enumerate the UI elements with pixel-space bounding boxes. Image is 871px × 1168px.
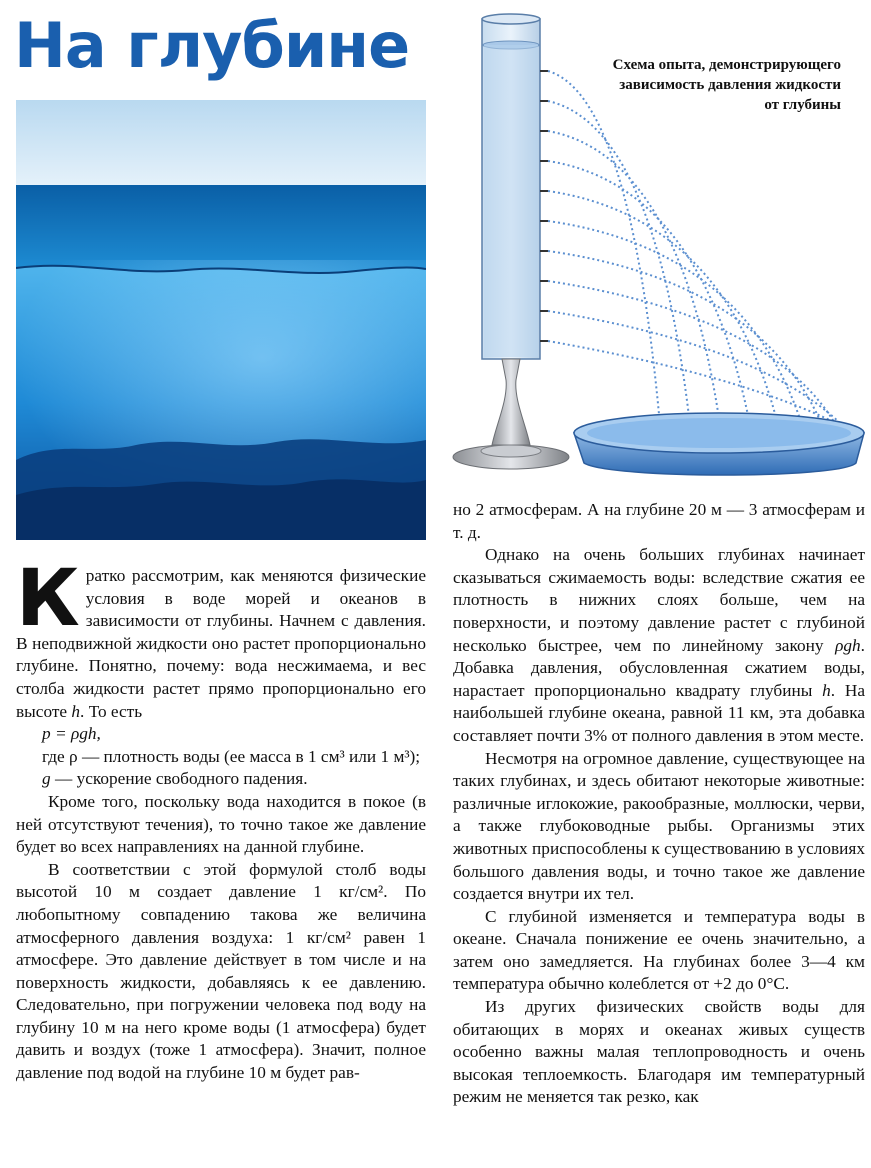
paragraph: где ρ — плотность воды (ее масса в 1 см³ или 1 м³); xyxy=(42,746,421,766)
paragraph: но 2 атмосферам. А на глубине 20 м — 3 атмосферам и т. д. xyxy=(453,500,865,542)
paragraph: Кроме того, поскольку вода находится в покое (в ней отсутствуют течения), то точно такое же давление будет во всех направлениях на данной глубине. xyxy=(16,791,426,857)
paragraph: С глубиной изменяется и температура воды в океане. Сначала понижение ее очень значительно, а затем оно замедляется. На глубинах более 3—4 км температура обычно колеблется от +2 до 0°С. xyxy=(453,906,865,994)
paragraph: g — ускорение свободного падения. xyxy=(42,769,308,789)
formula: p = ρgh, xyxy=(42,724,101,744)
left-column xyxy=(16,554,426,1085)
paragraph: В соответствии с этой формулой столб воды высотой 10 м создает давление 1 кг/см². По любопытному совпадению такова же величина атмосферного давления воздуха: 1 кг/см² равен 1 атмосфере. Это давление действует в том числе и на поверхность жидкости, добавляясь к ее давлению. Следовательно, при погружении человека под воду на глубину 10 м на него кроме воды (1 атмосфера) будет давить и воздух (тоже 1 атмосфера). Значит, полное давление под водой на глубине 10 м будет рав- xyxy=(16,859,426,1083)
page-title: На глубине xyxy=(14,9,410,82)
right-column xyxy=(453,499,865,1109)
figure-caption: Схема опыта, демонстрирующего зависимость давления жидкости от глубины xyxy=(612,57,841,113)
drop-cap: К xyxy=(16,554,80,644)
paragraph: Кратко рассмотрим, как меняются физические условия в воде морей и океанов в зависимости от глубины. Начнем с давления. В неподвижной жидкости оно растет пропорционально глубине. Понятно, почему: вода несжимаема, и вес столба жидкости растет прямо пропорционально его высоте h. То есть xyxy=(16,554,426,721)
paragraph: Несмотря на огромное давление, существующее на таких глубинах, и здесь обитают некоторые животные: различные иглокожие, ракообразные, моллюски, черви, а также глубоководные рыбы. Организмы этих животных приспособлены к существованию в условиях большого давления воды, и точно такое же давление создается внутри их тел. xyxy=(453,748,865,904)
paragraph: Из других физических свойств воды для обитающих в морях и океанах живых существ особенно важны малая теплопроводность и очень высокая теплоемкость. Благодаря им температурный режим не меняется так резко, как xyxy=(453,997,865,1107)
ocean-photo xyxy=(16,100,426,540)
paragraph: Однако на очень больших глубинах начинает сказываться сжимаемость воды: вследствие сжатия ее плотность в нижних слоях больше, чем на поверхности, и поэтому давление растет с глубиной несколько быстрее, чем по линейному закону ρgh. Добавка давления, обусловленная сжатием воды, нарастает пропорционально квадрату глубины h. На наибольшей глубине океана, равной 11 км, эта добавка составляет почти 3% от полного давления в этом месте. xyxy=(453,545,866,745)
